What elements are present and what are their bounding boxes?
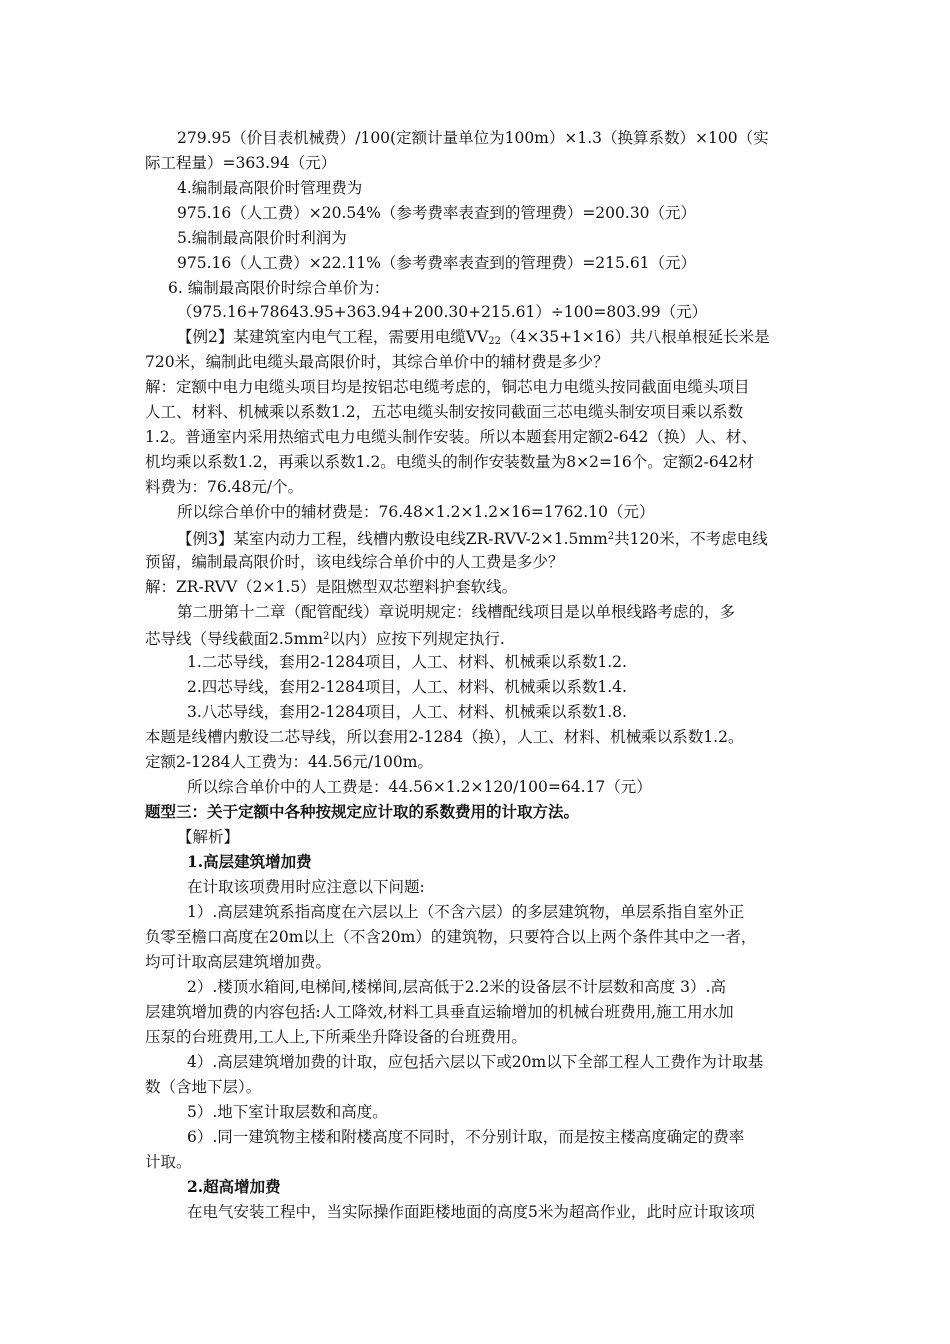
text-line: 975.16（人工费）×20.54%（参考费率表查到的管理费）=200.30（元） bbox=[177, 204, 697, 222]
text-line: （975.16+78643.95+363.94+200.30+215.61）÷100=803.99（元） bbox=[177, 303, 708, 321]
text-line: 料费为：76.48元/个。 bbox=[145, 478, 304, 496]
text-line: 所以综合单价中的辅材费是：76.48×1.2×1.2×16=1762.10（元） bbox=[177, 503, 655, 521]
text-segment: 以内）应按下列规定执行. bbox=[329, 630, 505, 648]
text-line: 解：ZR-RVV（2×1.5）是阻燃型双芯塑料护套软线。 bbox=[145, 578, 518, 596]
text-line: 2.四芯导线，套用2-1284项目，人工、材料、机械乘以系数1.4. bbox=[187, 678, 627, 696]
text-line: 1.2。普通室内采用热缩式电力电缆头制作安装。所以本题套用定额2-642（换）人、材、 bbox=[145, 428, 757, 446]
text-line: 际工程量）=363.94（元） bbox=[145, 154, 337, 172]
text-line: 3.八芯导线，套用2-1284项目，人工、材料、机械乘以系数1.8. bbox=[187, 703, 627, 721]
text-line: 人工、材料、机械乘以系数1.2，五芯电缆头制安按同截面三芯电缆头制安项目乘以系数 bbox=[145, 403, 744, 421]
section-heading: 题型三：关于定额中各种按规定应计取的系数费用的计取方法。 bbox=[145, 802, 580, 821]
text-line: 计取。 bbox=[145, 1153, 192, 1171]
cable-model: VV bbox=[465, 328, 489, 346]
superscript-2: 2 bbox=[607, 531, 615, 542]
text-line: 6. 编制最高限价时综合单价为： bbox=[168, 279, 390, 297]
text-line: 279.95（价目表机械费）/100(定额计量单位为100m）×1.3（换算系数）×100（实 bbox=[177, 129, 769, 147]
text-line bbox=[145, 625, 505, 651]
text-line: 5.编制最高限价时利润为 bbox=[177, 229, 347, 247]
text-line: 1.二芯导线，套用2-1284项目，人工、材料、机械乘以系数1.2. bbox=[187, 653, 627, 671]
text-line: 1）.高层建筑系指高度在六层以上（不含六层）的多层建筑物，单层系指自室外正 bbox=[187, 903, 745, 921]
text-line: 负零至檐口高度在20m以上（不含20m）的建筑物，只要符合以上两个条件其中之一者， bbox=[145, 928, 757, 946]
text-segment: 共120米，不考虑电线 bbox=[614, 530, 768, 548]
text-line: 在电气安装工程中，当实际操作面距楼地面的高度5米为超高作业，此时应计取该项 bbox=[187, 1203, 755, 1221]
text-line: 720米，编制此电缆头最高限价时，其综合单价中的辅材费是多少？ bbox=[145, 353, 609, 371]
text-line: 数（含地下层）。 bbox=[145, 1078, 262, 1096]
text-line: 在计取该项费用时应注意以下问题: bbox=[187, 878, 425, 896]
text-segment: 【例2】某建筑室内电气工程，需要用电缆 bbox=[177, 328, 466, 346]
text-segment: 【例3】某室内动力工程，线槽内敷设电线ZR-RVV-2×1.5mm bbox=[177, 530, 608, 548]
text-line: 所以综合单价中的人工费是：44.56×1.2×120/100=64.17（元） bbox=[187, 778, 652, 796]
example-3-heading bbox=[177, 525, 768, 551]
analysis-label: 【解析】 bbox=[177, 828, 240, 846]
subsection-heading: 1.高层建筑增加费 bbox=[187, 852, 312, 871]
text-line: 预留，编制最高限价时，该电线综合单价中的人工费是多少？ bbox=[145, 553, 564, 571]
text-line: 4）.高层建筑增加费的计取，应包括六层以下或20m以下全部工程人工费作为计取基 bbox=[187, 1053, 764, 1071]
subsection-heading: 2.超高增加费 bbox=[187, 1177, 281, 1196]
text-line: 975.16（人工费）×22.11%（参考费率表查到的管理费）=215.61（元） bbox=[177, 254, 697, 272]
text-line: 2）.楼顶水箱间,电梯间,楼梯间,层高低于2.2米的设备层不计层数和高度 3）.高 bbox=[187, 978, 726, 996]
superscript-2: 2 bbox=[323, 631, 330, 642]
text-line: 6）.同一建筑物主楼和附楼高度不同时，不分别计取，而是按主楼高度确定的费率 bbox=[187, 1128, 745, 1146]
text-line: 本题是线槽内敷设二芯导线，所以套用2-1284（换），人工、材料、机械乘以系数1.2。 bbox=[145, 728, 744, 746]
text-line: 5）.地下室计取层数和高度。 bbox=[187, 1103, 388, 1121]
text-segment: 芯导线（导线截面2.5mm bbox=[145, 630, 324, 648]
text-line: 定额2-1284人工费为：44.56元/100m。 bbox=[145, 753, 433, 771]
text-line: 4.编制最高限价时管理费为 bbox=[177, 179, 363, 197]
text-line: 均可计取高层建筑增加费。 bbox=[145, 953, 332, 971]
text-line: 层建筑增加费的内容包括:人工降效,材料工具垂直运输增加的机械台班费用,施工用水加 bbox=[145, 1003, 734, 1021]
text-segment: （4×35+1×16）共八根单根延长米是 bbox=[501, 328, 770, 346]
text-line: 机均乘以系数1.2，再乘以系数1.2。电缆头的制作安装数量为8×2=16个。定额2-642材 bbox=[145, 453, 754, 471]
text-line: 压泵的台班费用,工人上,下所乘坐升降设备的台班费用。 bbox=[145, 1028, 527, 1046]
text-line: 解：定额中电力电缆头项目均是按铝芯电缆考虑的，铜芯电力电缆头按同截面电缆头项目 bbox=[145, 378, 750, 396]
cable-model-subscript: 22 bbox=[488, 336, 501, 347]
text-line: 第二册第十二章（配管配线）章说明规定：线槽配线项目是以单根线路考虑的，多 bbox=[177, 603, 736, 621]
